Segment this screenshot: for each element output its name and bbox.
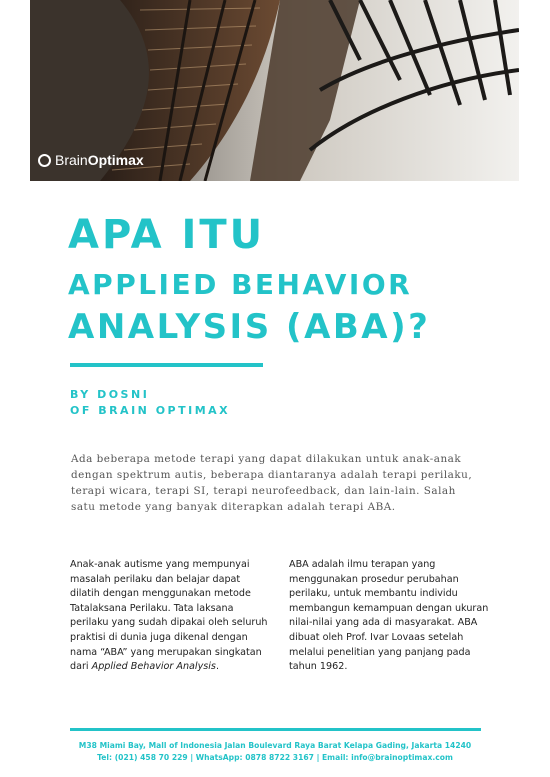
- logo-ring-icon: [38, 154, 51, 167]
- logo-text-optimax: Optimax: [87, 152, 144, 168]
- footer-divider: [70, 728, 481, 731]
- intro-paragraph: Ada beberapa metode terapi yang dapat dilakukan untuk anak-anak dengan spektrum autis, beberapa diantaranya adalah terapi perilaku, terapi wicara, terapi SI, terapi neurofeedback, dan lain-lain. Salah satu metode yang banyak diterapkan adalah terapi ABA.: [71, 453, 473, 513]
- title-line-2: APPLIED BEHAVIOR: [68, 268, 413, 301]
- byline: [70, 387, 230, 419]
- body-column-left-text: Anak-anak autisme yang mempunyai masalah perilaku dan belajar dapat dilatih dengan menggunakan metode Tatalaksana Perilaku. Tata laksana perilaku yang sudah dipakai oleh seluruh praktisi di dunia juga dikenal dengan nama “ABA” yang merupakan singkatan dari: [70, 559, 268, 673]
- logo-text-brain: Brain: [55, 152, 88, 168]
- aba-expansion: Applied Behavior Analysis: [91, 661, 216, 673]
- brainoptimax-logo: [38, 152, 144, 168]
- footer-contact: Tel: (021) 458 70 229 | WhatsApp: 0878 8722 3167 | Email: info@brainoptimax.com: [97, 753, 453, 762]
- title-line-1: APA ITU: [68, 212, 266, 258]
- body-column-right: ABA adalah ilmu terapan yang menggunakan prosedur perubahan perilaku, untuk membantu individu membangun kemampuan dengan ukuran nilai-nilai yang ada di masyarakat. ABA dibuat oleh Prof. Ivar Lovaas setelah melalui penelitian yang panjang pada tahun 1962.: [289, 559, 489, 673]
- footer: [30, 740, 520, 764]
- byline-organization: OF BRAIN OPTIMAX: [70, 404, 231, 417]
- body-column-left-end: .: [215, 661, 219, 673]
- byline-author: BY DOSNI: [70, 388, 150, 401]
- body-column-left: [70, 558, 270, 675]
- title-line-3: ANALYSIS (ABA)?: [68, 307, 431, 347]
- title-divider: [70, 363, 263, 367]
- footer-address: M38 Miami Bay, Mall of Indonesia Jalan Boulevard Raya Barat Kelapa Gading, Jakarta 14240: [78, 741, 472, 750]
